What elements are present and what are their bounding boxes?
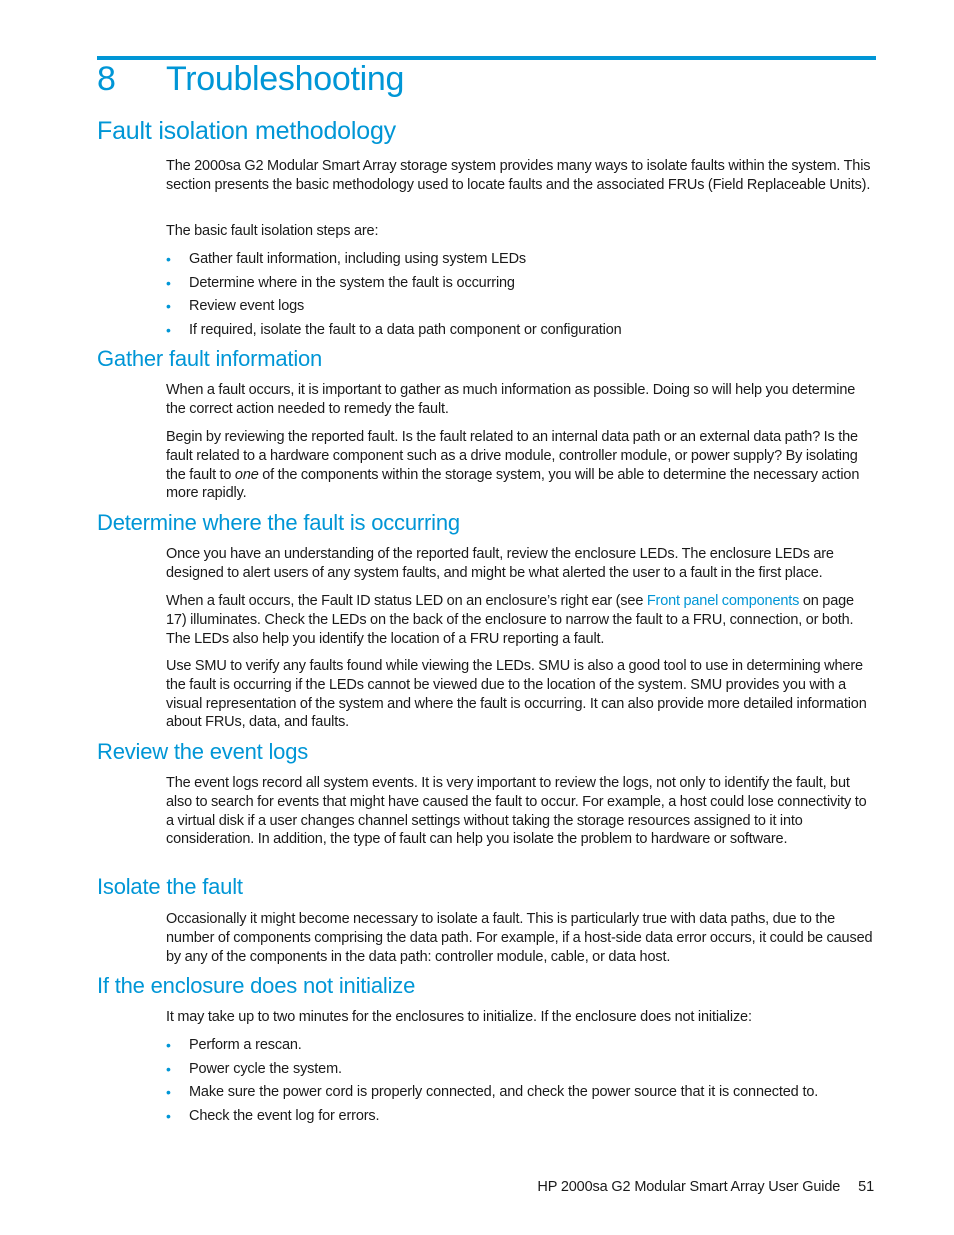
list-item: • Perform a rescan.	[166, 1037, 302, 1053]
chapter-title	[97, 60, 404, 99]
front-panel-components-link[interactable]: Front panel components	[646, 593, 800, 609]
fault-isolation-steps-list	[166, 250, 878, 344]
enclosure-steps-list	[166, 1036, 878, 1130]
determine-paragraph-3: Use SMU to verify any faults found while viewing the LEDs. SMU is also a good tool to use in determining where the fault is occurring if the LEDs cannot be viewed due to the location of the system. SMU provides you with a visual representation of the system and where the fault is occurring. It can also provide more detailed information about FRUs, data, and faults.	[166, 658, 867, 731]
bullet-icon: •	[166, 298, 171, 315]
gather-paragraph-2: Begin by reviewing the reported fault. Is the fault related to an internal data path or an external data path? Is the fault related to a hardware component such as a drive module, controller module, or power supply? By isolating the fault to one of the components within the storage system, you will be able to determine the necessary action more rapidly.	[166, 429, 860, 502]
footer-guide-title: HP 2000sa G2 Modular Smart Array User Guide	[537, 1179, 841, 1195]
bullet-icon: •	[166, 1084, 171, 1101]
list-item: • Review event logs	[166, 298, 305, 315]
bullet-icon: •	[166, 1107, 171, 1124]
enclosure-paragraph-1: It may take up to two minutes for the enclosures to initialize. If the enclosure does not initialize:	[166, 1009, 752, 1025]
review-paragraph-1: The event logs record all system events. It is very important to review the logs, not only to identify the fault, but also to search for events that might have caused the fault to occur. For example, a host could lose connectivity to a virtual disk if a user changes channel settings without taking the storage resources assigned to it into consideration. In addition, the type of fault can help you isolate the problem to hardware or software.	[166, 775, 867, 848]
section-heading-review: Review the event logs	[97, 739, 309, 764]
bullet-icon: •	[166, 251, 171, 267]
list-item: • Determine where in the system the fault is occurring	[166, 274, 515, 291]
list-item: • Gather fault information, including using system LEDs	[166, 251, 526, 267]
section-heading-gather: Gather fault information	[97, 346, 323, 371]
determine-paragraph-2: When a fault occurs, the Fault ID status LED on an enclosure’s right ear (see Front panel components on page 17) illuminates. Check the LEDs on the back of the enclosure to narrow the fault to a FRU, connection, or both. The LEDs also help you identify the location of a FRU reporting a fault.	[166, 593, 854, 647]
bullet-icon: •	[166, 1037, 171, 1053]
isolate-paragraph-1: Occasionally it might become necessary to isolate a fault. This is particularly true with data paths, due to the number of components comprising the data path. For example, if a host-side data error occurs, it could be caused by any of the components in the data path: controller module, cable, or data host.	[166, 911, 873, 965]
gather-paragraph-1: When a fault occurs, it is important to gather as much information as possible. Doing so will help you determine the correct action needed to remedy the fault.	[166, 382, 856, 417]
fault-isolation-intro: The 2000sa G2 Modular Smart Array storage system provides many ways to isolate faults within the system. This section presents the basic methodology used to locate faults and the associated FRUs (Field Replaceable Units).	[166, 158, 871, 193]
chapter-title-text: Troubleshooting	[166, 60, 405, 98]
chapter-number: 8	[97, 60, 116, 98]
page-footer	[537, 1179, 874, 1195]
list-item: • Make sure the power cord is properly connected, and check the power source that it is connected to.	[166, 1084, 819, 1101]
bullet-icon: •	[166, 321, 171, 338]
bullet-icon: •	[166, 1060, 171, 1077]
section-heading-determine: Determine where the fault is occurring	[97, 510, 460, 535]
list-item: • Check the event log for errors.	[166, 1107, 380, 1124]
fault-isolation-steps-intro: The basic fault isolation steps are:	[166, 223, 379, 239]
determine-paragraph-1: Once you have an understanding of the reported fault, review the enclosure LEDs. The enclosure LEDs are designed to alert users of any system faults, and might be what alerted the user to a fault in the first place.	[166, 546, 834, 581]
section-heading-isolate: Isolate the fault	[97, 874, 243, 899]
page-number: 51	[858, 1179, 874, 1195]
list-item: • If required, isolate the fault to a data path component or configuration	[166, 321, 622, 338]
bullet-icon: •	[166, 274, 171, 291]
section-heading-fault-isolation: Fault isolation methodology	[97, 117, 396, 145]
section-heading-enclosure: If the enclosure does not initialize	[97, 973, 416, 998]
list-item: • Power cycle the system.	[166, 1060, 342, 1077]
emphasis-one: one	[234, 466, 259, 483]
